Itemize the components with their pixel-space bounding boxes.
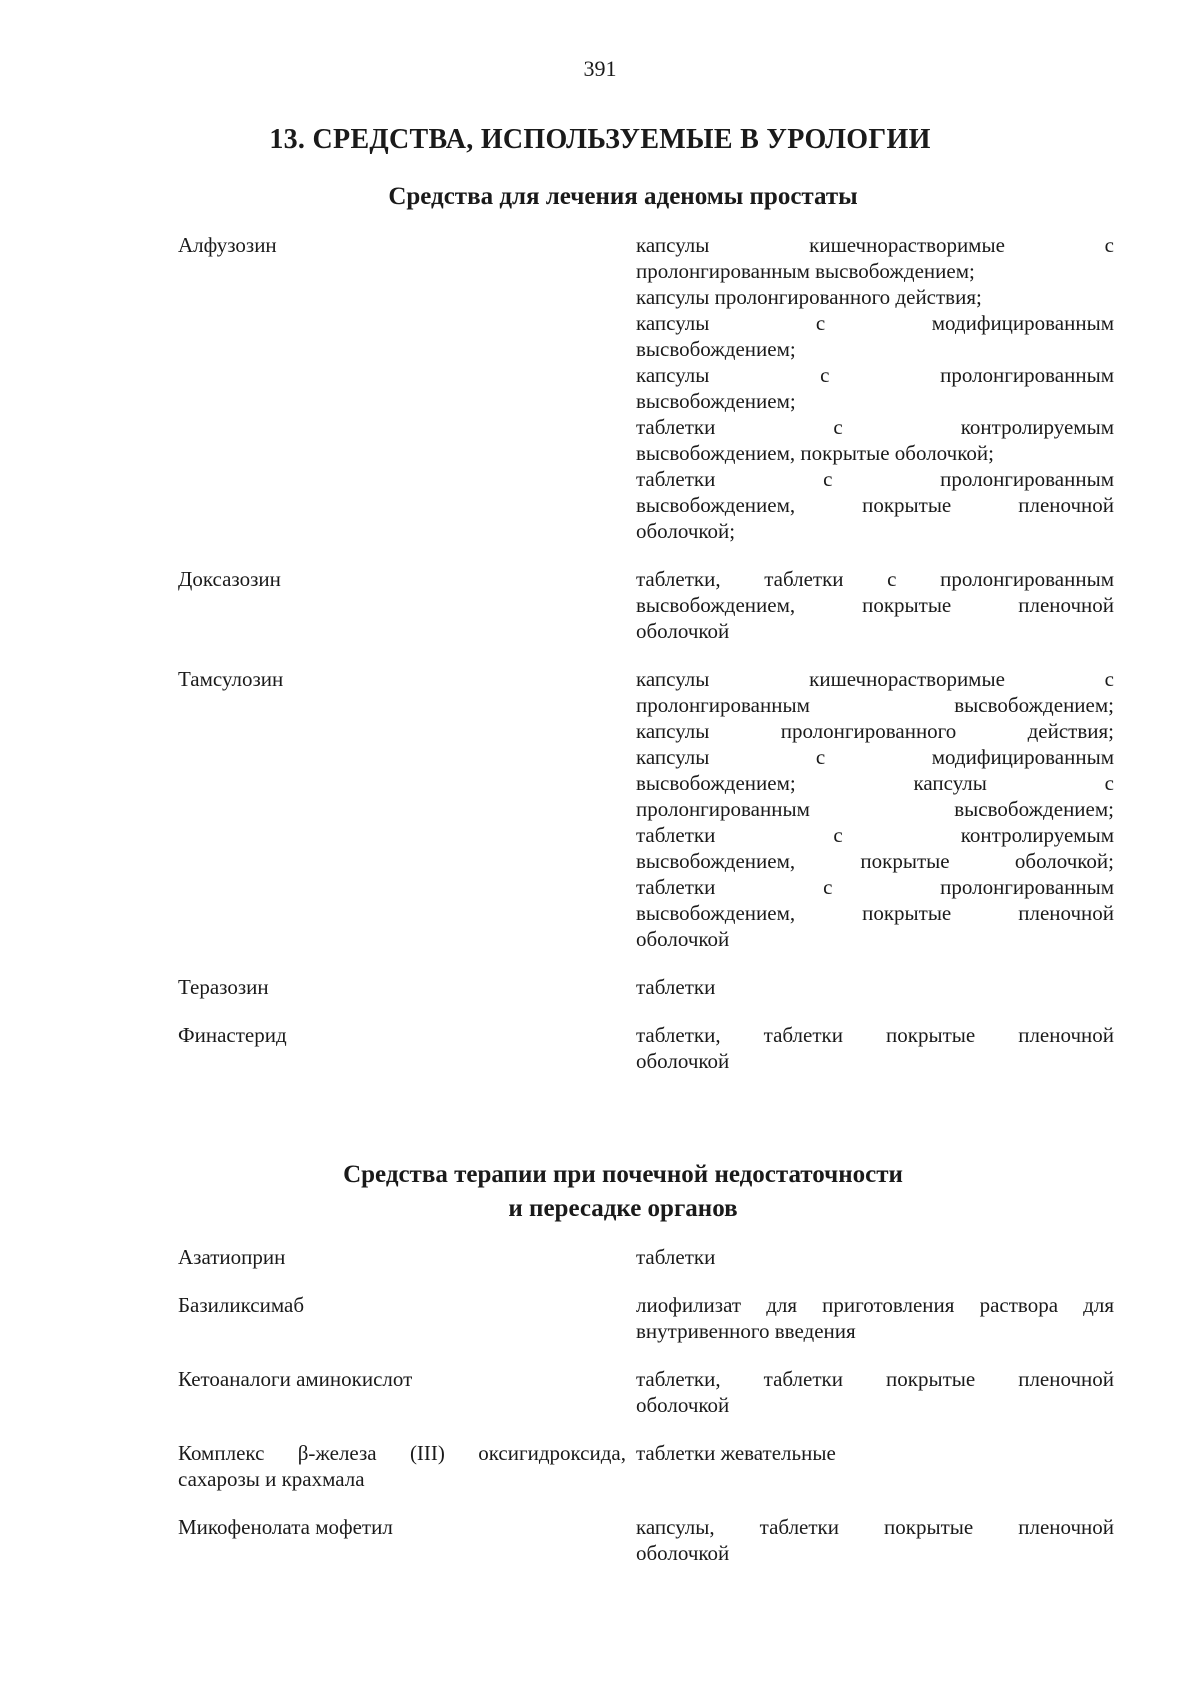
page-number: 391 xyxy=(583,56,617,81)
drug-entry xyxy=(178,1514,1128,1566)
dosage-form-line: лиофилизат для приготовления раствора для xyxy=(636,1293,1114,1317)
dosage-form xyxy=(636,1366,1114,1418)
dosage-form xyxy=(636,232,1114,544)
dosage-form-line: капсулы кишечнорастворимые с xyxy=(636,667,1114,691)
dosage-form-line: таблетки с контролируемым xyxy=(636,415,1114,439)
dosage-form-line: пролонгированным высвобождением; xyxy=(636,693,1114,717)
dosage-form xyxy=(636,1292,1114,1344)
drug-name: Доксазозин xyxy=(178,567,281,591)
drug-name: Тамсулозин xyxy=(178,667,284,691)
drug-entry xyxy=(178,1244,1128,1270)
dosage-form-line: таблетки с контролируемым xyxy=(636,823,1114,847)
dosage-form-line: капсулы с пролонгированным xyxy=(636,363,1114,387)
section-title-line: Средства терапии при почечной недостаточности xyxy=(343,1161,903,1188)
drug-entry xyxy=(178,566,1128,644)
drug-name: Микофенолата мофетил xyxy=(178,1515,393,1539)
dosage-form-line: оболочкой; xyxy=(636,519,736,543)
dosage-form-line: оболочкой xyxy=(636,1049,730,1073)
dosage-form-line: высвобождением; xyxy=(636,389,796,413)
dosage-form xyxy=(636,666,1114,952)
section-title xyxy=(148,180,1098,214)
dosage-form-line: капсулы, таблетки покрытые пленочной xyxy=(636,1515,1114,1539)
dosage-form-line: высвобождением, покрытые пленочной xyxy=(636,593,1114,617)
dosage-form-line: высвобождением, покрытые пленочной xyxy=(636,901,1114,925)
section-title-line: Средства для лечения аденомы простаты xyxy=(388,183,858,210)
drug-entry xyxy=(178,1022,1128,1074)
dosage-form-line: высвобождением; xyxy=(636,337,796,361)
drug-entry xyxy=(178,1366,1128,1418)
dosage-form-line: пролонгированным высвобождением; xyxy=(636,797,1114,821)
dosage-form-line: таблетки с пролонгированным xyxy=(636,875,1114,899)
dosage-form-line: высвобождением, покрытые пленочной xyxy=(636,493,1114,517)
drug-entry xyxy=(178,232,1128,544)
section-title xyxy=(148,1158,1098,1226)
drug-entry xyxy=(178,974,1128,1000)
drug-name: Алфузозин xyxy=(178,233,277,257)
dosage-form-line: высвобождением; капсулы с xyxy=(636,771,1114,795)
drug-entry xyxy=(178,1440,1128,1492)
dosage-form xyxy=(636,1514,1114,1566)
drug-name: Комплекс β-железа (III) оксигидроксида, сахарозы и крахмала xyxy=(178,1441,626,1491)
dosage-form-line: таблетки, таблетки покрытые пленочной xyxy=(636,1367,1114,1391)
drug-name: Кетоаналоги аминокислот xyxy=(178,1367,413,1391)
drug-list xyxy=(178,1244,1128,1566)
dosage-form-line: таблетки, таблетки с пролонгированным xyxy=(636,567,1114,591)
dosage-form-line: пролонгированным высвобождением; xyxy=(636,259,975,283)
dosage-form-line: высвобождением, покрытые оболочкой; xyxy=(636,441,994,465)
drug-name: Азатиоприн xyxy=(178,1245,286,1269)
dosage-form xyxy=(636,1244,1114,1270)
dosage-form-line: таблетки с пролонгированным xyxy=(636,467,1114,491)
section-prostate-adenoma xyxy=(178,180,1128,1096)
chapter-title: 13. СРЕДСТВА, ИСПОЛЬЗУЕМЫЕ В УРОЛОГИИ xyxy=(269,124,931,155)
drug-list xyxy=(178,232,1128,1074)
dosage-form-line: капсулы с модифицированным xyxy=(636,311,1114,335)
section-renal-failure-transplant xyxy=(178,1158,1128,1588)
drug-name: Базиликсимаб xyxy=(178,1293,305,1317)
dosage-form xyxy=(636,1022,1114,1074)
dosage-form-line: оболочкой xyxy=(636,619,730,643)
drug-name: Теразозин xyxy=(178,975,269,999)
dosage-form xyxy=(636,974,1114,1000)
dosage-form-line: таблетки жевательные xyxy=(636,1441,836,1465)
dosage-form-line: оболочкой xyxy=(636,927,730,951)
dosage-form-line: таблетки xyxy=(636,1245,716,1269)
dosage-form xyxy=(636,1440,1114,1466)
dosage-form-line: таблетки xyxy=(636,975,716,999)
dosage-form-line: капсулы с модифицированным xyxy=(636,745,1114,769)
dosage-form-line: внутривенного введения xyxy=(636,1319,856,1343)
drug-name: Финастерид xyxy=(178,1023,287,1047)
dosage-form-line: таблетки, таблетки покрытые пленочной xyxy=(636,1023,1114,1047)
dosage-form xyxy=(636,566,1114,644)
dosage-form-line: капсулы кишечнорастворимые с xyxy=(636,233,1114,257)
dosage-form-line: капсулы пролонгированного действия; xyxy=(636,719,1114,743)
drug-entry xyxy=(178,1292,1128,1344)
section-title-line: и пересадке органов xyxy=(508,1195,738,1222)
dosage-form-line: оболочкой xyxy=(636,1393,730,1417)
dosage-form-line: капсулы пролонгированного действия; xyxy=(636,285,982,309)
dosage-form-line: высвобождением, покрытые оболочкой; xyxy=(636,849,1114,873)
dosage-form-line: оболочкой xyxy=(636,1541,730,1565)
drug-entry xyxy=(178,666,1128,952)
